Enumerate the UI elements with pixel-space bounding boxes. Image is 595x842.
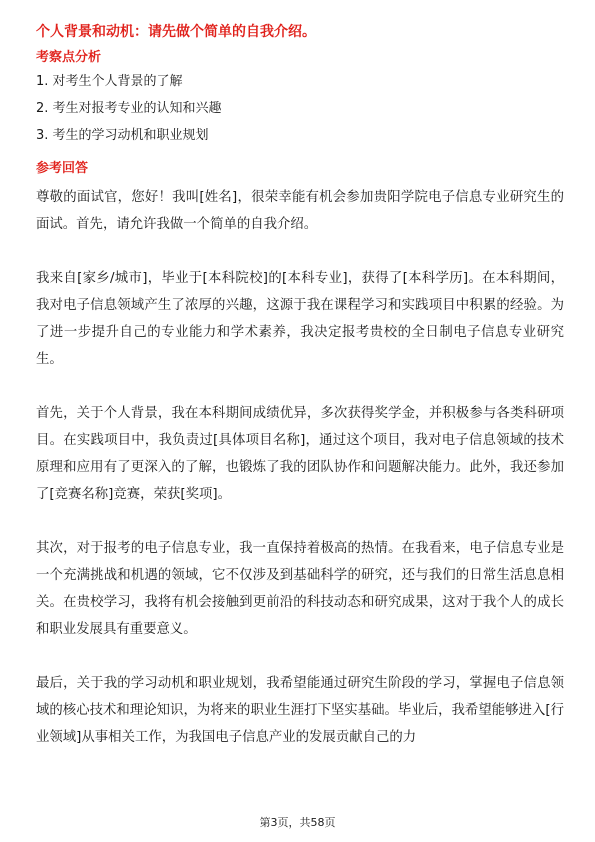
- question-title: 个人背景和动机：请先做个简单的自我介绍。: [36, 24, 316, 40]
- answer-heading: 参考回答: [36, 161, 89, 176]
- answer-paragraph: 我来自[家乡/城市]，毕业于[本科院校]的[本科专业]，获得了[本科学历]。在本科期间，我对电子信息领域产生了浓厚的兴趣，这源于我在课程学习和实践项目中积累的经验。为了进一步提升自己的专业能力和学术素养，我决定报考贵校的全日制电子信息专业研究生。: [36, 271, 564, 367]
- analysis-point: 2. 考生对报考专业的认知和兴趣: [36, 101, 222, 116]
- answer-paragraph: 尊敬的面试官，您好！我叫[姓名]，很荣幸能有机会参加贵阳学院电子信息专业研究生的面试。首先，请允许我做一个简单的自我介绍。: [36, 190, 564, 232]
- page-content: [36, 22, 564, 778]
- answer-paragraph: 最后，关于我的学习动机和职业规划，我希望能通过研究生阶段的学习，掌握电子信息领域的核心技术和理论知识，为将来的职业生涯打下坚实基础。毕业后，我希望能够进入[行业领域]从事相关工作，为我国电子信息产业的发展贡献自己的力: [36, 676, 564, 745]
- analysis-points-list: [36, 73, 564, 154]
- answer-paragraph: 其次，对于报考的电子信息专业，我一直保持着极高的热情。在我看来，电子信息专业是一个充满挑战和机遇的领域，它不仅涉及到基础科学的研究，还与我们的日常生活息息相关。在贵校学习，我将有机会接触到更前沿的科技动态和研究成果，这对于我个人的成长和职业发展具有重要意义。: [36, 541, 564, 637]
- analysis-point: 3. 考生的学习动机和职业规划: [36, 128, 209, 143]
- answer-paragraph: 首先，关于个人背景，我在本科期间成绩优异，多次获得奖学金，并积极参与各类科研项目。在实践项目中，我负责过[具体项目名称]，通过这个项目，我对电子信息领域的技术原理和应用有了更深入的了解，也锻炼了我的团队协作和问题解决能力。此外，我还参加了[竞赛名称]竞赛，荣获[奖项]。: [36, 406, 564, 502]
- page-footer: 第3页，共58页: [259, 816, 336, 829]
- analysis-point: 1. 对考生个人背景的了解: [36, 74, 183, 89]
- analysis-heading: 考察点分析: [36, 50, 102, 65]
- answer-body: [36, 184, 564, 751]
